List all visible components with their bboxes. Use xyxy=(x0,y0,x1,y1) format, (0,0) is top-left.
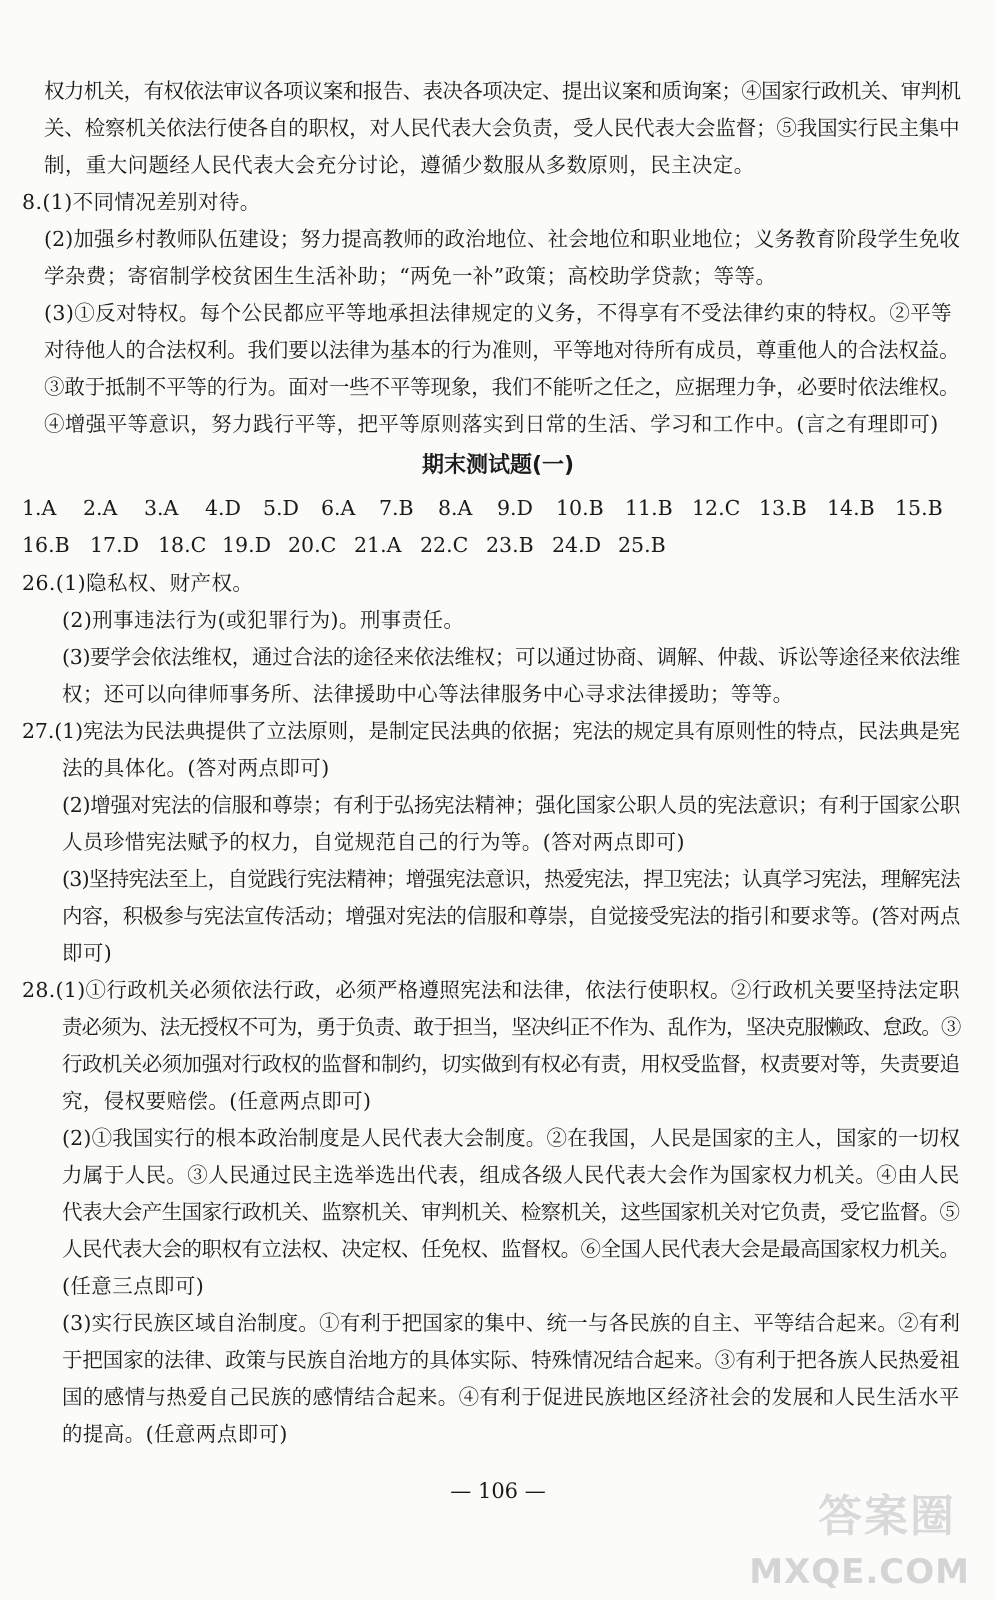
section-title: 期末测试题(一) xyxy=(421,453,575,478)
text-line: 于把国家的法律、政策与民族自治地方的具体实际、特殊情况结合起来。③有利于把各族人民热爱祖 xyxy=(62,1348,960,1372)
text-line: (2)加强乡村教师队伍建设；努力提高教师的政治地位、社会地位和职业地位；义务教育阶段学生免收 xyxy=(44,227,960,251)
answer-item: 6.A xyxy=(321,496,356,520)
text-line: 人员珍惜宪法赋予的权力，自觉规范自己的行为等。(答对两点即可) xyxy=(62,830,685,854)
answer-item: 22.C xyxy=(420,533,469,557)
answer-item: 25.B xyxy=(618,533,666,557)
text-line: 对待他人的合法权利。我们要以法律为基本的行为准则，平等地对待所有成员，尊重他人的合法权益。 xyxy=(44,338,960,362)
text-line: 关、检察机关依法行使各自的职权，对人民代表大会负责，受人民代表大会监督；⑤我国实行民主集中 xyxy=(44,116,960,140)
text-line: (3)①反对特权。每个公民都应平等地承担法律规定的义务，不得享有不受法律约束的特权。②平等 xyxy=(44,301,953,325)
text-line: (2)增强对宪法的信服和尊崇；有利于弘扬宪法精神；强化国家公职人员的宪法意识；有利于国家公职 xyxy=(62,793,960,817)
answer-item: 12.C xyxy=(692,496,741,520)
question-28-line: 28.(1)①行政机关必须依法行政，必须严格遵照宪法和法律，依法行使职权。②行政机关要坚持法定职 xyxy=(22,978,960,1002)
answer-item: 9.D xyxy=(497,496,533,520)
text-line: 力属于人民。③人民通过民主选举选出代表，组成各级人民代表大会作为国家权力机关。④由人民 xyxy=(62,1163,960,1187)
answer-item: 3.A xyxy=(144,496,179,520)
text-line: (2)①我国实行的根本政治制度是人民代表大会制度。②在我国，人民是国家的主人，国家的一切权 xyxy=(62,1126,961,1150)
text-line: 制，重大问题经人民代表大会充分讨论，遵循少数服从多数原则，民主决定。 xyxy=(44,153,755,177)
text-line: 即可) xyxy=(62,941,113,965)
text-line: 权力机关，有权依法审议各项议案和报告、表决各项决定、提出议案和质询案；④国家行政机关、审判机 xyxy=(44,79,961,103)
answer-item: 14.B xyxy=(827,496,875,520)
answer-item: 15.B xyxy=(895,496,943,520)
answer-item: 8.A xyxy=(438,496,473,520)
text-line: ③敢于抵制不平等的行为。面对一些不平等现象，我们不能听之任之，应据理力争，必要时依法维权。 xyxy=(44,375,960,399)
answer-item: 2.A xyxy=(83,496,118,520)
text-line: (3)坚持宪法至上，自觉践行宪法精神；增强宪法意识，热爱宪法，捍卫宪法；认真学习宪法，理解宪法 xyxy=(62,867,960,891)
answer-item: 7.B xyxy=(379,496,414,520)
text-line: (3)实行民族区域自治制度。①有利于把国家的集中、统一与各民族的自主、平等结合起来。②有利 xyxy=(62,1311,961,1335)
answer-item: 20.C xyxy=(288,533,337,557)
text-line: 国的感情与热爱自己民族的感情结合起来。④有利于促进民族地区经济社会的发展和人民生活水平 xyxy=(62,1385,960,1409)
text-line: 行政机关必须加强对行政权的监督和制约，切实做到有权必有责，用权受监督，权责要对等，失责要追 xyxy=(62,1052,960,1076)
text-line: 究，侵权要赔偿。(任意两点即可) xyxy=(62,1089,372,1113)
text-line: 内容，积极参与宪法宣传活动；增强对宪法的信服和尊崇，自觉接受宪法的指引和要求等。(答对两点 xyxy=(62,904,960,928)
text-line: 人民代表大会的职权有立法权、决定权、任免权、监督权。⑥全国人民代表大会是最高国家权力机关。 xyxy=(62,1237,960,1261)
text-line: (任意三点即可) xyxy=(62,1274,205,1298)
text-line: 学杂费；寄宿制学校贫困生生活补助；“两免一补”政策；高校助学贷款；等等。 xyxy=(44,264,777,288)
answer-item: 24.D xyxy=(552,533,602,557)
text-line: 法的具体化。(答对两点即可) xyxy=(62,756,330,780)
answer-item: 17.D xyxy=(90,533,140,557)
text-line: 责必须为、法无授权不可为，勇于负责、敢于担当，坚决纠正不作为、乱作为，坚决克服懒政、怠政。③ xyxy=(62,1015,961,1039)
answer-item: 16.B xyxy=(22,533,70,557)
text-line: (3)要学会依法维权，通过合法的途径来依法维权；可以通过协商、调解、仲裁、诉讼等途径来依法维 xyxy=(62,645,960,669)
answer-item: 11.B xyxy=(625,496,673,520)
question-26-line: 26.(1)隐私权、财产权。 xyxy=(22,571,254,595)
answer-item: 4.D xyxy=(205,496,241,520)
question-27-line: 27.(1)宪法为民法典提供了立法原则，是制定民法典的依据；宪法的规定具有原则性的特点，民法典是宪 xyxy=(22,719,960,743)
answer-item: 5.D xyxy=(263,496,299,520)
text-line: 的提高。(任意两点即可) xyxy=(62,1422,288,1446)
watermark-url: MXQE.COM xyxy=(749,1552,970,1592)
text-line: 权；还可以向律师事务所、法律援助中心等法律服务中心寻求法律援助；等等。 xyxy=(62,682,794,706)
answer-item: 1.A xyxy=(22,496,57,520)
text-line: ④增强平等意识，努力践行平等，把平等原则落实到日常的生活、学习和工作中。(言之有理即可) xyxy=(44,412,939,436)
text-line: (2)刑事违法行为(或犯罪行为)。刑事责任。 xyxy=(62,608,465,632)
answer-item: 23.B xyxy=(486,533,534,557)
answer-item: 19.D xyxy=(222,533,272,557)
answer-item: 13.B xyxy=(759,496,807,520)
text-line: 代表大会产生国家行政机关、监察机关、审判机关、检察机关，这些国家机关对它负责，受它监督。⑤ xyxy=(62,1200,960,1224)
watermark-logo: 答案圈 xyxy=(818,1491,956,1542)
answer-item: 10.B xyxy=(556,496,604,520)
question-8-line: 8.(1)不同情况差别对待。 xyxy=(22,190,261,214)
answer-item: 18.C xyxy=(158,533,207,557)
page-number: — 106 — xyxy=(450,1479,546,1503)
answer-item: 21.A xyxy=(354,533,402,557)
